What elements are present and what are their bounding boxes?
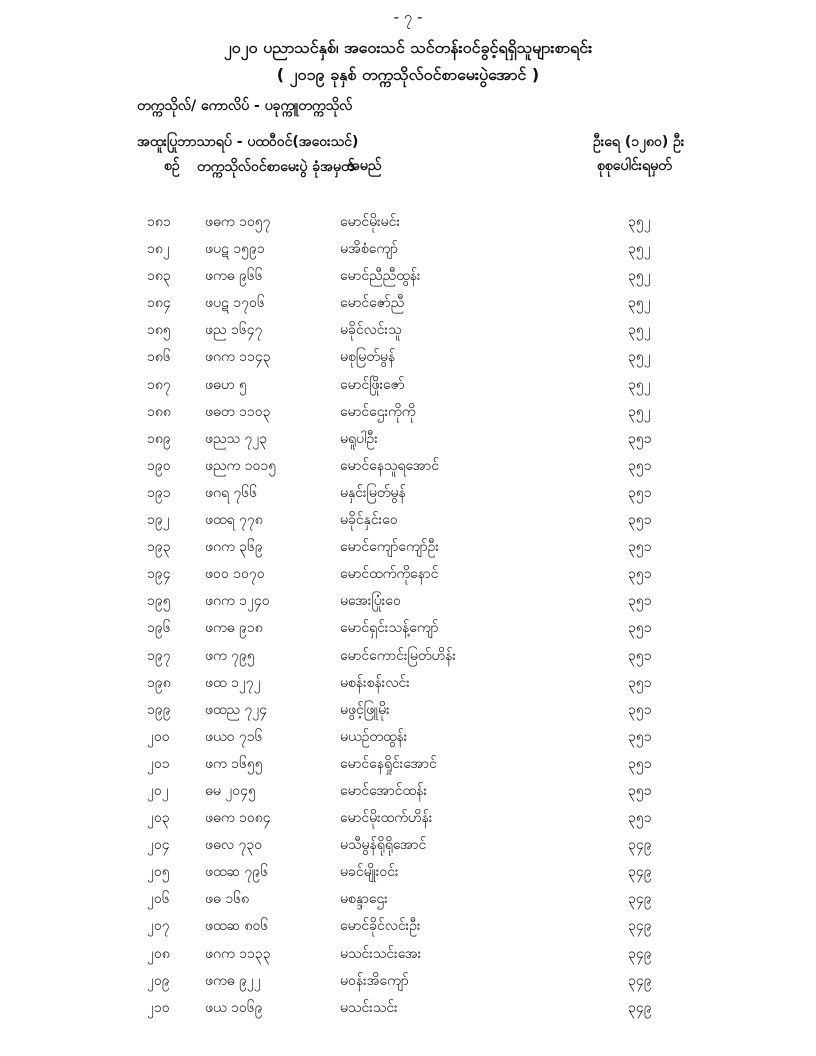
row-number: ၂၁၀	[147, 999, 170, 1016]
university-line: တက္ကသိုလ်/ ကောလိပ် - ပခုက္ကူတက္ကသိုလ်	[137, 98, 353, 114]
total-marks: ၃၅၂	[628, 241, 651, 258]
roll-number: ဖဂက ၁၁၃၃	[205, 945, 271, 962]
total-marks: ၃၅၂	[628, 403, 651, 420]
total-marks: ၃၅၂	[628, 349, 651, 366]
student-name: မောင်မိုးမင်း	[340, 214, 400, 230]
total-marks: ၃၄၉	[628, 891, 652, 908]
row-number: ၁၈၁	[147, 214, 171, 230]
table-row	[0, 614, 816, 641]
roll-number: ဖဂရ ၇၆၆	[205, 484, 258, 501]
roll-number: ဖဂက ၁၁၄၃	[205, 349, 271, 366]
total-marks: ၃၅၁	[628, 701, 652, 718]
roll-number: ဖဓက ၁၀၈၄	[205, 810, 271, 827]
table-row	[0, 885, 816, 912]
row-number: ၁၉၈	[147, 674, 171, 691]
total-marks: ၃၅၁	[628, 430, 652, 447]
student-name: မစန်းစန်းလင်း	[340, 674, 410, 691]
row-number: ၂၀၂	[147, 782, 169, 799]
table-row	[0, 967, 816, 994]
row-number: ၁၈၇	[147, 376, 171, 393]
row-number: ၂၀၈	[147, 945, 170, 962]
total-marks: ၃၅၂	[628, 295, 651, 312]
student-name: မဝန်းအိကျော်	[340, 972, 409, 989]
column-header-marks: စုစုပေါင်းရမှတ်	[597, 158, 672, 174]
student-name: မောင်အောင်ထန်း	[340, 782, 427, 799]
row-number: ၁၉၄	[147, 566, 171, 583]
row-number: ၂၀၇	[147, 918, 170, 935]
student-name: မဖွင့်ဖြူမိုး	[340, 701, 390, 718]
roll-number: ဖညက ၁၀၁၅	[205, 457, 277, 474]
student-list	[0, 208, 816, 1021]
row-number: ၁၉၇	[147, 647, 171, 664]
roll-number: ဖယ ၁၀၆၉	[205, 999, 263, 1016]
roll-number: ဖဂက ၃၆၉	[205, 539, 263, 556]
total-marks: ၃၅၂	[628, 268, 651, 285]
student-name: မောင်ထက်ကိုနောင်	[340, 566, 439, 583]
table-row	[0, 696, 816, 723]
table-row	[0, 262, 816, 289]
table-row	[0, 343, 816, 370]
roll-number: ဖကဓ ၉၂၂	[205, 972, 261, 989]
student-name: မခိုင်လင်းသူ	[340, 322, 402, 339]
row-number: ၂၀၁	[147, 755, 170, 772]
row-number: ၁၈၆	[147, 349, 171, 366]
table-row	[0, 750, 816, 777]
student-name: မအိစံကျော်	[340, 241, 398, 258]
table-row	[0, 804, 816, 831]
total-marks: ၃၄၉	[628, 837, 652, 854]
table-row	[0, 858, 816, 885]
major-line: အထူးပြုဘာသာရပ် - ပထဝီဝင်(အဝေးသင်)	[137, 134, 359, 150]
row-number: ၁၉၉	[147, 701, 171, 718]
column-header-name: အမည်	[347, 158, 382, 174]
row-number: ၁၈၅	[147, 322, 171, 339]
row-number: ၂၀၀	[147, 728, 170, 745]
student-name: မနှင်းမြတ်မွန်	[340, 484, 406, 501]
total-marks: ၃၅၁	[628, 755, 652, 772]
total-marks: ၃၅၁	[628, 457, 652, 474]
column-header-no: စဉ်	[164, 158, 180, 174]
row-number: ၁၈၉	[147, 430, 171, 447]
row-number: ၂၀၃	[147, 810, 170, 827]
student-name: မောင်ဌေးကိုကို	[340, 403, 416, 420]
total-marks: ၃၅၁	[628, 566, 652, 583]
student-name: မသင်းသင်းအေး	[340, 945, 422, 962]
roll-number: ဖထည ၇၂၄	[205, 701, 268, 718]
table-row	[0, 587, 816, 614]
total-marks: ၃၅၁	[628, 782, 652, 799]
total-marks: ၃၄၉	[628, 945, 652, 962]
roll-number: ဖညသ ၇၂၃	[205, 430, 268, 447]
table-row	[0, 479, 816, 506]
document-subtitle: ( ၂၀၁၉ ခုနှစ် တက္ကသိုလ်ဝင်စာမေးပွဲအောင် )	[276, 65, 540, 84]
student-name: မောင်ကျော်ကျော်ဦး	[340, 539, 439, 556]
roll-number: ဖဂက ၁၂၄၀	[205, 593, 270, 610]
row-number: ၁၉၆	[147, 620, 171, 637]
total-marks: ၃၅၁	[628, 512, 652, 529]
student-name: မအေးပြုံးဝေ	[340, 593, 401, 610]
total-marks: ၃၄၉	[628, 999, 652, 1016]
row-number: ၁၈၃	[147, 268, 171, 285]
roll-number: ဖထဆ ၇၉၆	[205, 864, 269, 881]
roll-number: ဖဓလ ၇၃၀	[205, 837, 263, 854]
table-row	[0, 235, 816, 262]
table-row	[0, 940, 816, 967]
student-name: မောင်ဖြိုးဇော်	[340, 376, 405, 393]
document-title: ၂၀၂၀ ပညာသင်နှစ်၊ အဝေးသင် သင်တန်းဝင်ခွင့်ရရှိသူများစာရင်း	[223, 38, 593, 57]
roll-number: ဖက ၁၆၅၅	[205, 755, 263, 772]
student-name: မစုမြတ်မွန်	[340, 349, 396, 366]
row-number: ၁၈၂	[147, 241, 170, 258]
total-marks: ၃၅၁	[628, 593, 652, 610]
table-row	[0, 398, 816, 425]
student-name: မောင်နေသူရအောင်	[340, 457, 439, 474]
row-number: ၁၉၁	[147, 484, 171, 501]
roll-number: ဖကဓ ၉၆၆	[205, 268, 263, 285]
row-number: ၂၀၄	[147, 837, 170, 854]
roll-number: ဖထရ ၇၇၈	[205, 512, 263, 529]
roll-number: ဖဝဝ ၁၀၇၀	[205, 566, 265, 583]
total-marks: ၃၅၁	[628, 728, 652, 745]
table-row	[0, 533, 816, 560]
total-marks: ၃၄၉	[628, 864, 652, 881]
capacity-line: ဦးရေ (၁၂၈၀) ဦး	[593, 134, 685, 150]
row-number: ၁၈၄	[147, 295, 171, 312]
table-row	[0, 371, 816, 398]
total-marks: ၃၅၁	[628, 484, 652, 501]
table-row	[0, 506, 816, 533]
row-number: ၂၀၉	[147, 972, 170, 989]
roll-number: ဖဓဟ ၅	[205, 376, 247, 393]
student-name: မခင်မျိုးဝင်း	[340, 864, 399, 881]
total-marks: ၃၅၂	[628, 322, 651, 339]
roll-number: ဖဓ ၁၆၈	[205, 891, 250, 908]
student-name: မယဉ်တထွန်း	[340, 728, 408, 745]
table-row	[0, 208, 816, 235]
roll-number: ဖယဝ ၇၁၆	[205, 728, 263, 745]
student-name: မရူပါဦး	[340, 430, 378, 447]
table-row	[0, 994, 816, 1021]
total-marks: ၃၅၂	[628, 376, 651, 393]
table-row	[0, 425, 816, 452]
student-name: မောင်မိုးထက်ဟိန်း	[340, 810, 433, 827]
table-row	[0, 723, 816, 750]
student-name: မစန္ဒာဌေး	[340, 891, 388, 908]
roll-number: ဖဓက ၁၀၅၇	[205, 214, 271, 230]
table-row	[0, 316, 816, 343]
student-name: မသီမွန်ရိုရိုအောင်	[340, 837, 427, 854]
roll-number: ဖထဆ ၈၀၆	[205, 918, 269, 935]
roll-number: ဖထ ၁၂၇၂	[205, 674, 261, 691]
row-number: ၁၉၃	[147, 539, 171, 556]
table-row	[0, 642, 816, 669]
total-marks: ၃၅၁	[628, 810, 652, 827]
row-number: ၁၉၀	[147, 457, 171, 474]
roll-number: ဖဓတ ၁၁၀၃	[205, 403, 271, 420]
student-name: မောင်ခိုင်လင်းဦး	[340, 918, 421, 935]
student-name: မောင်နေရှိုင်းအောင်	[340, 755, 437, 772]
table-row	[0, 560, 816, 587]
student-name: မောင်ညီညီထွန်း	[340, 268, 421, 285]
total-marks: ၃၅၂	[628, 214, 651, 230]
table-row	[0, 669, 816, 696]
total-marks: ၃၄၉	[628, 918, 652, 935]
total-marks: ၃၅၁	[628, 620, 652, 637]
roll-number: ဖပဋ ၁၇၀၆	[205, 295, 265, 312]
table-row	[0, 912, 816, 939]
student-name: မခိုင်နှင်းဝေ	[340, 512, 398, 529]
student-name: မောင်ဇော်ညီ	[340, 295, 405, 312]
roll-number: ဖပဋ ၁၅၉၁	[205, 241, 265, 258]
table-row	[0, 289, 816, 316]
total-marks: ၃၅၁	[628, 539, 652, 556]
table-row	[0, 452, 816, 479]
student-name: မသင်းသင်း	[340, 999, 398, 1016]
total-marks: ၃၅၁	[628, 674, 652, 691]
page-number: - ၇ -	[393, 8, 423, 26]
roll-number: ဖကဓ ၉၁၈	[205, 620, 263, 637]
student-name: မောင်ကောင်းမြတ်ဟိန်း	[340, 647, 456, 664]
roll-number: ဓမ ၂၀၄၅	[205, 782, 256, 799]
row-number: ၂၀၅	[147, 864, 170, 881]
total-marks: ၃၅၁	[628, 647, 652, 664]
roll-number: ဖက ၇၉၅	[205, 647, 255, 664]
row-number: ၁၉၂	[147, 512, 170, 529]
table-row	[0, 777, 816, 804]
roll-number: ဖည ၁၆၄၇	[205, 322, 263, 339]
total-marks: ၃၄၉	[628, 972, 652, 989]
row-number: ၂၀၆	[147, 891, 170, 908]
table-row	[0, 831, 816, 858]
row-number: ၁၈၈	[147, 403, 171, 420]
column-header-roll: တက္ကသိုလ်ဝင်စာမေးပွဲ ခုံအမှတ်	[197, 159, 355, 175]
row-number: ၁၉၅	[147, 593, 171, 610]
student-name: မောင်ရှင်းသန့်ကျော်	[340, 620, 439, 637]
